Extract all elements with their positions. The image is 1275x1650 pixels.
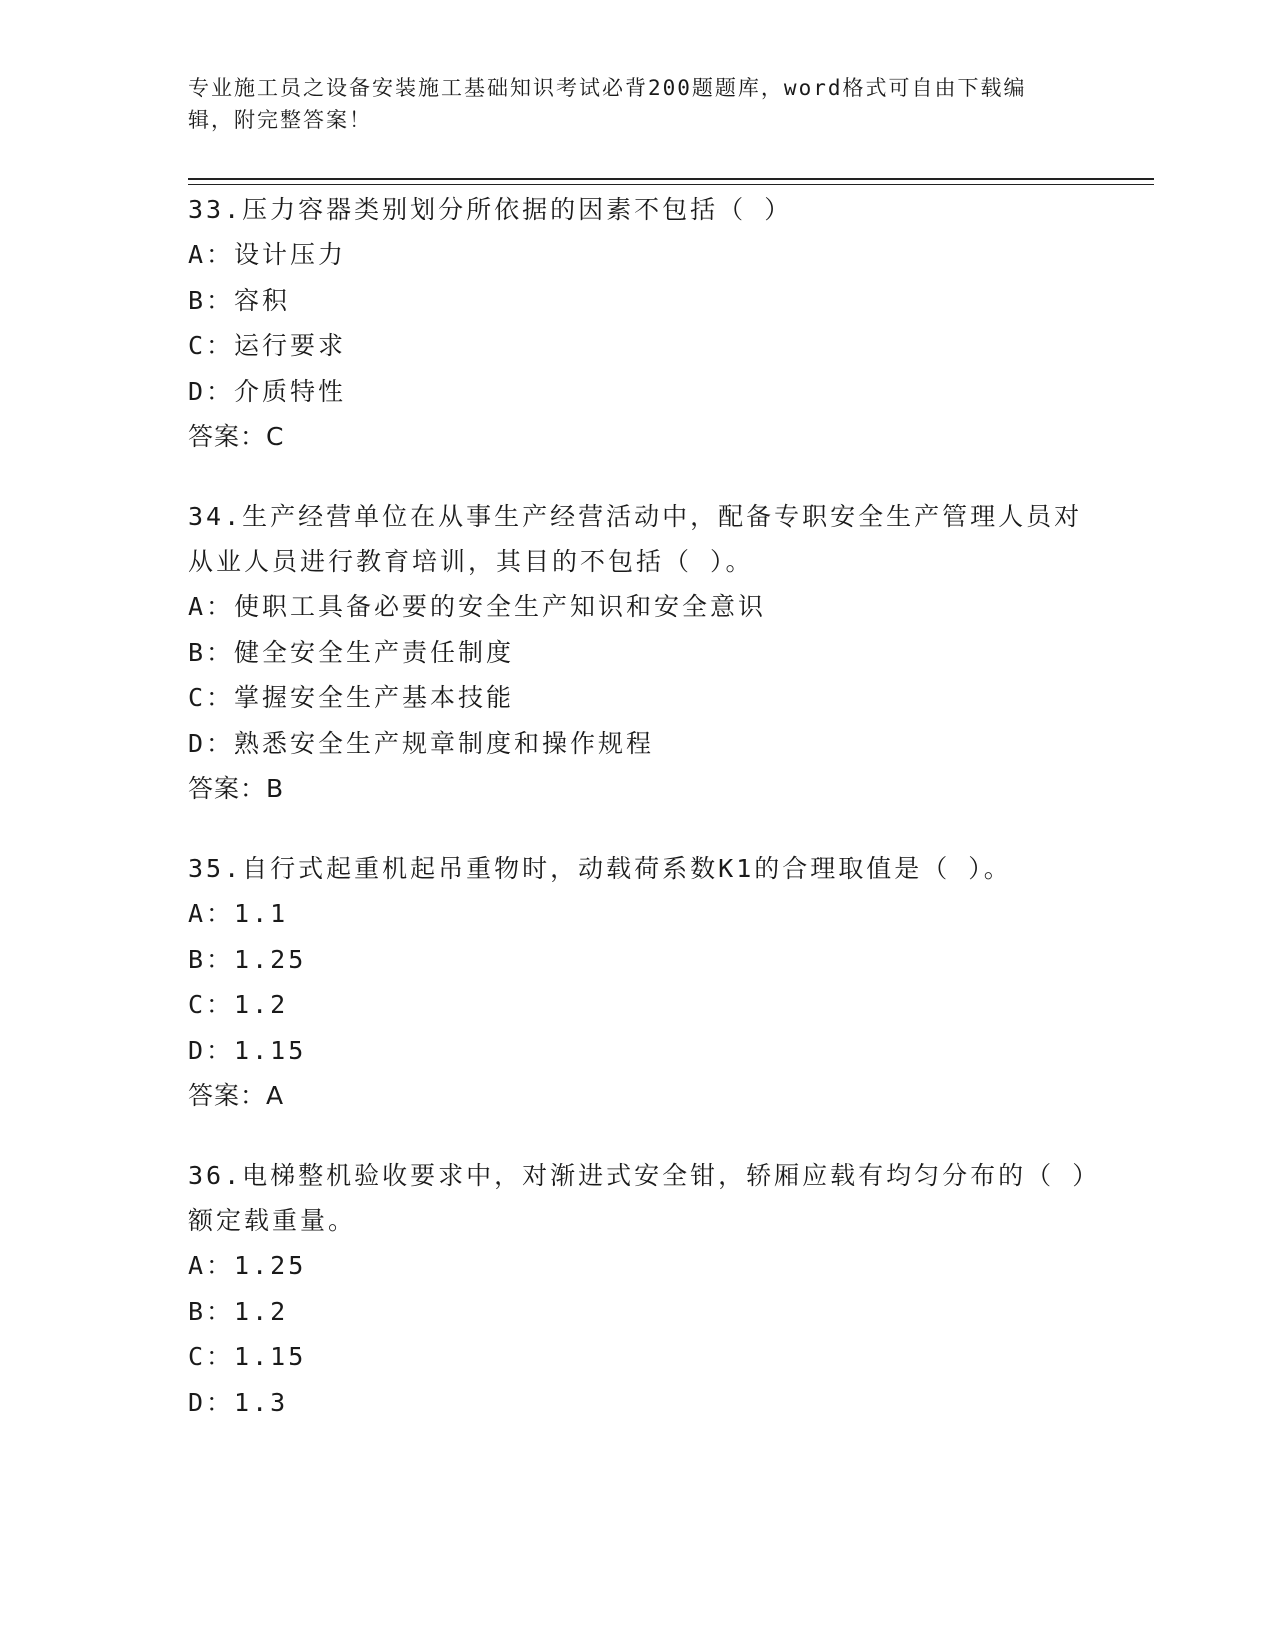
- question-list: [188, 187, 1088, 1460]
- option-d: D：1.15: [188, 1035, 307, 1065]
- question-stem: 33.压力容器类别划分所依据的因素不包括（ ）: [188, 195, 793, 224]
- header-rule: [188, 178, 1154, 180]
- answer: 答案：A: [188, 1081, 285, 1110]
- question-33: [188, 187, 1088, 459]
- question-36: [188, 1153, 1088, 1425]
- option-a: A：使职工具备必要的安全生产知识和安全意识: [188, 592, 767, 621]
- option-c: C：掌握安全生产基本技能: [188, 683, 515, 712]
- question-34: [188, 494, 1088, 811]
- option-c: C：1.2: [188, 990, 289, 1019]
- option-a: A：设计压力: [188, 240, 347, 269]
- question-stem: 34.生产经营单位在从事生产经营活动中，配备专职安全生产管理人员对从业人员进行教育培训，其目的不包括（ ）。: [188, 502, 1083, 576]
- option-c: C：1.15: [188, 1342, 307, 1371]
- option-d: D：1.3: [188, 1387, 289, 1417]
- answer: 答案：B: [188, 774, 285, 803]
- question-35: [188, 846, 1088, 1118]
- option-d: D：熟悉安全生产规章制度和操作规程: [188, 728, 655, 758]
- question-stem: 35.自行式起重机起吊重物时，动载荷系数K1的合理取值是（ ）。: [188, 854, 1012, 883]
- option-b: B：1.25: [188, 944, 307, 974]
- option-d: D：介质特性: [188, 376, 347, 406]
- answer: 答案：C: [188, 422, 285, 451]
- option-b: B：健全安全生产责任制度: [188, 637, 515, 667]
- option-c: C：运行要求: [188, 331, 347, 360]
- option-b: B：容积: [188, 285, 291, 315]
- question-stem: 36.电梯整机验收要求中，对渐进式安全钳，轿厢应载有均匀分布的（ ）额定载重量。: [188, 1161, 1088, 1235]
- document-header: 专业施工员之设备安装施工基础知识考试必背200题题库，word格式可自由下载编辑，附完整答案！: [188, 76, 1027, 132]
- option-b: B：1.2: [188, 1296, 289, 1326]
- option-a: A：1.25: [188, 1251, 307, 1280]
- header-rule-thin: [188, 184, 1154, 185]
- option-a: A：1.1: [188, 899, 289, 928]
